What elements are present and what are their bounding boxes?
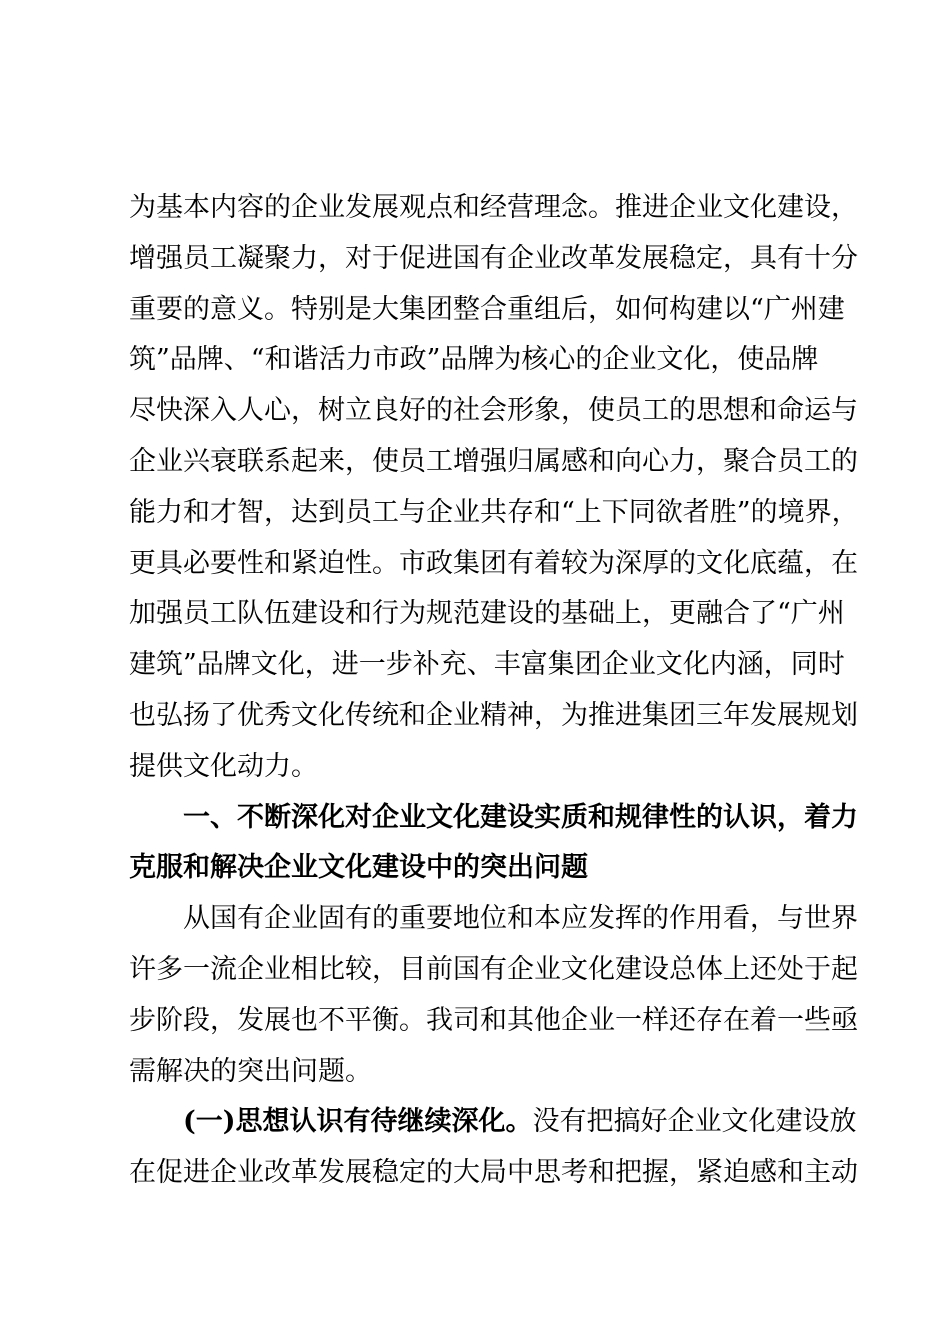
- paragraph-current-problems: [129, 894, 858, 1097]
- paragraph-enterprise-culture-intro: [129, 183, 859, 793]
- text-line: 为基本内容的企业发展观点和经营理念。推进企业文化建设，: [129, 192, 858, 223]
- text-line: 更具必要性和紧迫性。市政集团有着较为深厚的文化底蕴，在: [129, 547, 858, 579]
- text-line: 增强员工凝聚力，对于促进国有企业改革发展稳定，具有十分: [129, 242, 858, 274]
- text-line: 步阶段，发展也不平衡。我司和其他企业一样还存在着一些亟: [129, 1004, 858, 1036]
- text-line: 从国有企业固有的重要地位和本应发挥的作用看，与世界: [183, 903, 858, 935]
- heading-line: 克服和解决企业文化建设中的突出问题: [129, 852, 588, 884]
- subsection-lead: (一)思想认识有待继续深化。: [183, 1106, 533, 1138]
- text-line: 许多一流企业相比较，目前国有企业文化建设总体上还处于起: [129, 953, 858, 985]
- text-line: 尽快深入人心，树立良好的社会形象，使员工的思想和命运与: [129, 395, 858, 427]
- text-line: 也弘扬了优秀文化传统和企业精神，为推进集团三年发展规划: [129, 699, 858, 731]
- text-line: 筑”品牌、“和谐活力市政”品牌为核心的企业文化，使品牌: [129, 344, 819, 376]
- subsection-text: 没有把搞好企业文化建设放: [532, 1106, 857, 1138]
- text-line: 需解决的突出问题。: [129, 1055, 372, 1087]
- section-heading-1: [129, 793, 858, 895]
- heading-line: 一、不断深化对企业文化建设实质和规律性的认识，着力: [183, 801, 858, 833]
- text-line: [129, 1097, 857, 1148]
- text-line: 建筑”品牌文化，进一步补充、丰富集团企业文化内涵，同时: [129, 649, 845, 681]
- text-line: 企业兴衰联系起来，使员工增强归属感和向心力，聚合员工的: [129, 445, 858, 477]
- paragraph-subsection-1: [129, 1097, 858, 1199]
- text-line: 在促进企业改革发展稳定的大局中思考和把握，紧迫感和主动: [129, 1157, 858, 1189]
- text-line: 重要的意义。特别是大集团整合重组后，如何构建以“广州建: [129, 293, 845, 325]
- text-line: 加强员工队伍建设和行为规范建设的基础上，更融合了“广州: [129, 598, 845, 630]
- text-line: 能力和才智，达到员工与企业共存和“上下同欲者胜”的境界，: [129, 496, 859, 528]
- text-line: 提供文化动力。: [129, 750, 318, 782]
- document-body: [129, 183, 859, 1199]
